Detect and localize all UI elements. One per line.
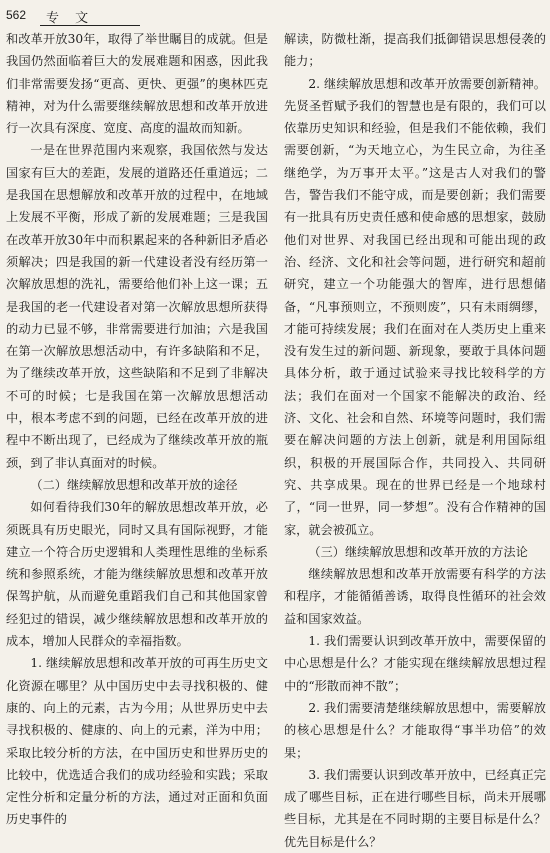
right-column — [284, 28, 546, 853]
paragraph: （三）继续解放思想和改革开放的方法论 — [308, 544, 528, 559]
paragraph: 解读，防微杜渐，提高我们抵御错误思想侵袭的能力； — [284, 32, 546, 69]
page-number: 562 — [6, 8, 27, 22]
page-header — [6, 6, 544, 26]
paragraph: 继续解放思想和改革开放需要有科学的方法和程序，才能循循善诱，取得良性循环的社会效益和国家效益。 — [284, 567, 546, 626]
paragraph: 如何看待我们30年的解放思想改革开放，必须既具有历史眼光，同时又具有国际视野，才能建立一个符合历史逻辑和人类理性思维的坐标系统和参照系统，才能为继续解放思想和改革开放保驾护航，从而避免重蹈我们自己和其他国家曾经犯过的错误，减少继续解放思想和改革开放的成本，增加人民群众的幸福指数。 — [6, 500, 268, 649]
paragraph: 一是在世界范围内来观察，我国依然与发达国家有巨大的差距，发展的道路还任重道远；二是我国在思想解放和改革开放的过程中，在地域上发展不平衡，形成了新的发展难题；三是我国在改革开放30年中而积累起来的各种新旧矛盾必须解决；四是我国的新一代建设者没有经历第一次解放思想的洗礼，需要给他们补上这一课；五是我国的老一代建设者对第一次解放思想所获得的动力已显不够，非常需要进行加油；六是我国在第一次解放思想活动中，有许多缺陷和不足，为了继续改革开放，这些缺陷和不足到了非解决不可的时候；七是我国在第一次解放思想活动中，根本考虑不到的问题，已经在改革开放的进程中不断出现了，已经成为了继续改革开放的瓶颈，到了非认真面对的时候。 — [6, 143, 268, 470]
left-column — [6, 28, 268, 831]
paragraph: 和改革开放30年，取得了举世瞩目的成就。但是我国仍然面临着巨大的发展难题和困惑，因此我们非常需要发扬“更高、更快、更强”的奥林匹克精神，对为什么需要继续解放思想和改革开放进行一次具有深度、宽度、高度的温故而知新。 — [6, 32, 268, 136]
paragraph: 3. 我们需要认识到改革开放中，已经真正完成了哪些目标，正在进行哪些目标，尚未开展哪些目标，尤其是在不同时期的主要目标是什么？优先目标是什么？ — [284, 767, 546, 849]
paragraph: 2. 我们需要清楚继续解放思想中，需要解放的核心思想是什么？才能取得“事半功倍”的效果； — [284, 700, 546, 760]
running-title: 专 文 — [46, 11, 95, 26]
paragraph: 1. 继续解放思想和改革开放的可再生历史文化资源在哪里？从中国历史中去寻找积极的、健康的、向上的元素，古为今用；从世界历史中去寻找积极的、健康的、向上的元素，洋为中用；采取比较分析的方法，在中国历史和世界历史的比较中，优选适合我们的成功经验和实践；采取定性分析和定量分析的方法，通过对正面和负面历史事件的 — [6, 656, 268, 827]
paragraph: 1. 我们需要认识到改革开放中，需要保留的中心思想是什么？才能实现在继续解放思想过程中的“形散而神不散”； — [284, 634, 546, 693]
header-rule — [40, 25, 140, 26]
paragraph: 2. 继续解放思想和改革开放需要创新精神。先贤圣哲赋予我们的智慧也是有限的，我们可以依靠历史知识和经验，但是我们不能依赖，我们需要创新，“为天地立心，为生民立命，为往圣继绝学，为万事开太平。”这是古人对我们的警告，警告我们不能守成，而是要创新；我们需要有一批具有历史责任感和使命感的思想家，鼓励他们对世界、对我国已经出现和可能出现的政治、经济、文化和社会等问题，进行研究和超前研究，建立一个功能强大的智库，进行思想储备，“凡事预则立，不预则废”，只有未雨绸缪，才能可持续发展；我们在面对在人类历史上重来没有发生过的新问题、新现象，要敢于具体问题具体分析，敢于通过试验来寻找比较科学的方法；我们在面对一个国家不能解决的政治、经济、文化、社会和自然、环境等问题时，我们需要在解决问题的方法上创新，就是利用国际组织，积极的开展国际合作，共同投入、共同研究、共享成果。现在的世界已经是一个地球村了，“同一世界，同一梦想”。没有合作精神的国家，就会被孤立。 — [284, 76, 546, 537]
paragraph: （二）继续解放思想和改革开放的途径 — [30, 477, 238, 492]
